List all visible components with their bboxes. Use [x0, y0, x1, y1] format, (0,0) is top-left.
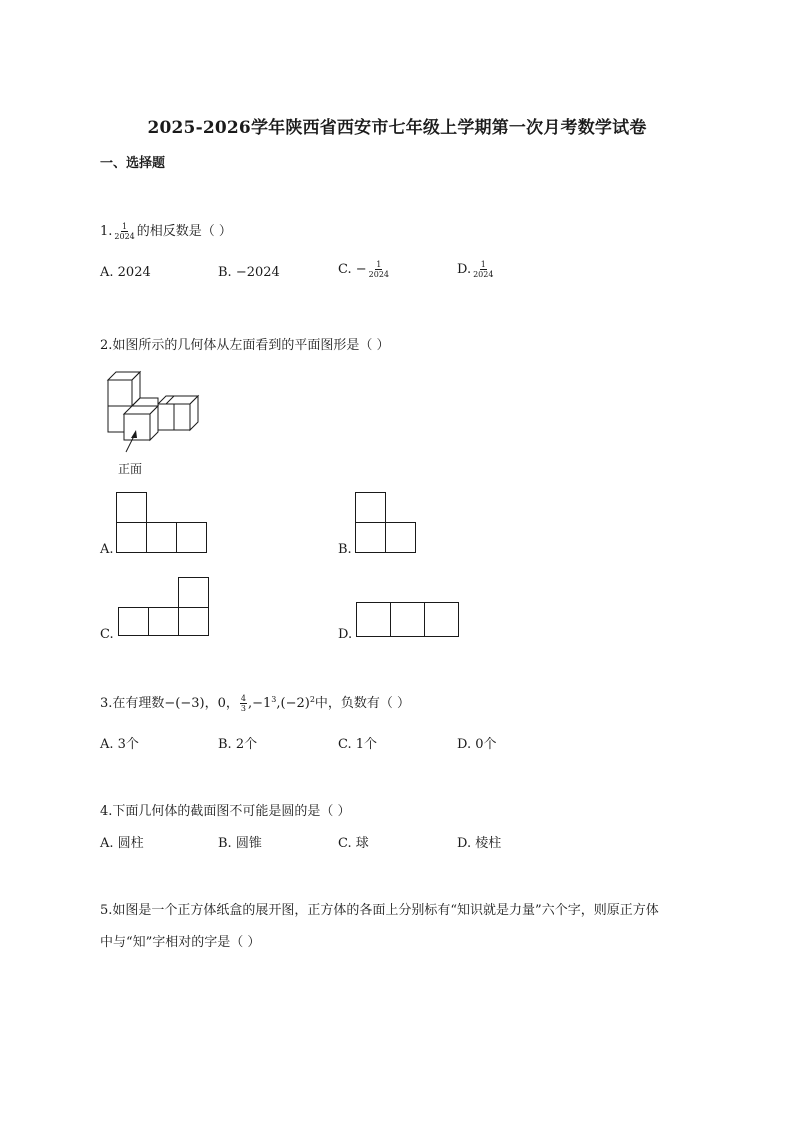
section-heading: 一、选择题	[100, 156, 166, 171]
question-4-stem: 4.下面几何体的截面图不可能是圆的是（ ）	[100, 804, 351, 819]
question-1-fraction: $\frac{1}{2024}$	[114, 222, 135, 241]
question-2-option-a-figure	[116, 492, 208, 554]
square	[179, 578, 209, 608]
question-2-option-b-label: B.	[338, 542, 352, 557]
question-5-stem-line-1: 5.如图是一个正方体纸盒的展开图，正方体的各面上分别标有“知识就是力量”六个字，则原正方体	[100, 903, 659, 918]
square	[117, 493, 147, 523]
question-4-option-a: A. 圆柱	[100, 836, 144, 851]
question-4-option-c: C. 球	[338, 836, 369, 851]
square	[179, 608, 209, 636]
question-2-stem: 2.如图所示的几何体从左面看到的平面图形是（ ）	[100, 338, 390, 353]
cube-figure	[100, 364, 210, 484]
question-3-option-d: D. 0个	[457, 737, 497, 752]
question-2-option-c-label: C.	[100, 627, 114, 642]
question-2-option-c-figure	[118, 577, 210, 639]
cube-front-face	[124, 414, 150, 440]
square	[119, 608, 149, 636]
square	[356, 523, 386, 553]
question-1-stem	[100, 220, 232, 241]
square	[147, 523, 177, 553]
question-5-stem-line-2: 中与“知”字相对的字是（ ）	[100, 935, 261, 950]
square	[391, 603, 425, 637]
question-3-option-a: A. 3个	[100, 737, 139, 752]
square	[149, 608, 179, 636]
square	[425, 603, 459, 637]
square	[177, 523, 207, 553]
page-title: 2025-2026学年陕西省西安市七年级上学期第一次月考数学试卷	[147, 118, 647, 138]
question-3-option-b: B. 2个	[218, 737, 258, 752]
question-1-option-b: B. −2024	[218, 265, 280, 280]
square	[386, 523, 416, 553]
question-2-option-a-label: A.	[100, 542, 114, 557]
question-1-option-a: A. 2024	[100, 265, 151, 280]
square	[117, 523, 147, 553]
question-3-option-c: C. 1个	[338, 737, 378, 752]
question-1-tail: 的相反数是（ ）	[136, 224, 232, 239]
cube-front-face	[108, 380, 132, 406]
square	[357, 603, 391, 637]
front-label: 正面	[118, 462, 143, 476]
question-4-option-d: D. 棱柱	[457, 836, 502, 851]
question-4-option-b: B. 圆锥	[218, 836, 262, 851]
question-2-option-b-figure	[355, 492, 419, 554]
question-1-option-d: D. $\frac{1}{2024}$	[457, 260, 494, 279]
question-3-fraction: $\frac{4}{3}$	[240, 694, 246, 713]
question-1-option-c: C. − $\frac{1}{2024}$	[338, 260, 389, 279]
question-2-option-d-label: D.	[338, 627, 353, 642]
question-1-number: 1.	[100, 224, 113, 239]
question-2-option-d-figure	[356, 602, 460, 638]
question-3-stem: 3.在有理数−(−3)，0， $\frac{4}{3}$ $,-1^3,(-2)^2$中，负数有（ ）	[100, 694, 411, 713]
square	[356, 493, 386, 523]
